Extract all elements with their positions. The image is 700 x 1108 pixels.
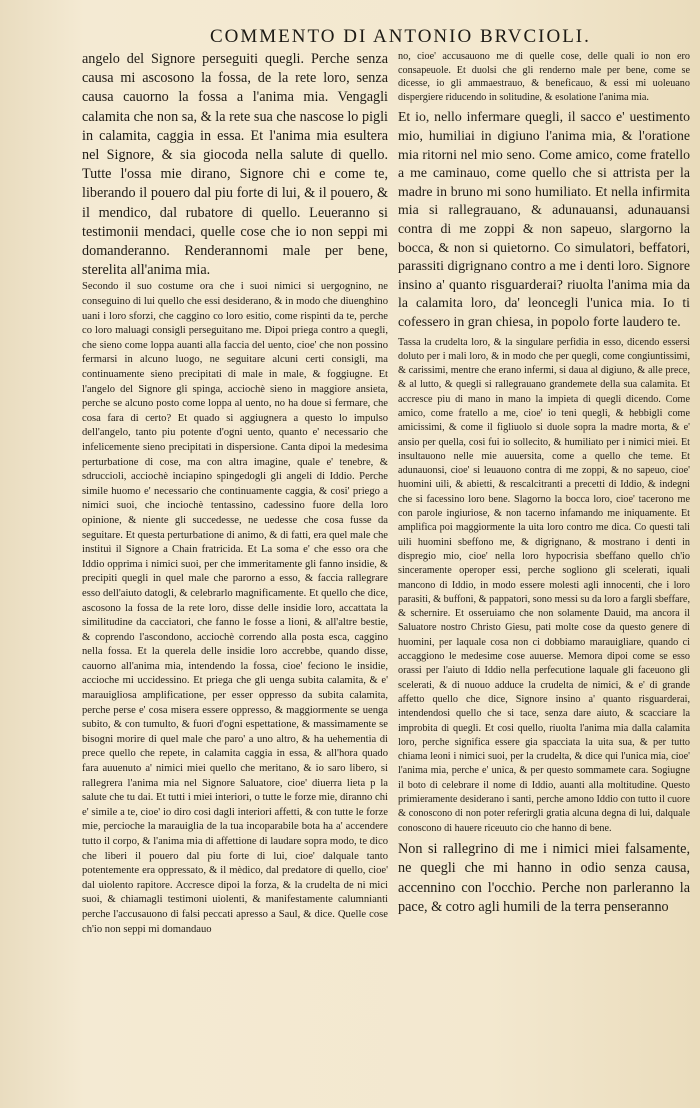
running-head: COMMENTO DI ANTONIO BRVCIOLI. — [210, 26, 591, 47]
scripture-passage-right-end: Non si rallegrino di me i nimici miei falsamente, ne quegli che mi hanno in odio senza causa, accennino con l'occhio. Perche non parleranno la pace, & cotro agli humili de la terra penseranno — [398, 840, 690, 916]
right-column — [398, 50, 690, 1050]
commentary-right: Tassa la crudelta loro, & la singulare perfidia in esso, dicendo essersi doluto per i mali loro, & in modo che per quegli, come congiuntissimi, & carissimi, mentre che erano infermi, si daua al digiuno, & alle prece, & al lutto, & quegli si rallegrauano grandemete della sua calamita. Et accresce piu di mano in mano la impieta di quegli dicendo. Come amico, come fratello a me, cioe' io teni quegli, & hebbigli come amicissimi, & come il figliuolo si duole sopra la madre morta, & e' ansio per quella, cosi fui io sollecito, & humiliato per i nimici miei. Et insultauono nelle mie auuersita, come a quello che teme. Et adunauonsi, cioe' si leuauono contra di me zoppi, & no sapeuo, cioe' huomini uili, & abietti, & rescalcitranti a precetti di Iddio, & indegni che si facessino loro bene. Slagorno la bocca loro, cioe' tacerono me con parole ingiuriose, & non tacerno infamando me iniquamente. Et amplifica poi maggiormente la uita loro contro me dica. Co questi tali uili huomini sbeffono me, & digrignano, & mostrano i denti in dispregio mio, cioe' nella loro hypocrisia sbeffano quello ch'io sinceramente operoper essi, perche sogliono gli scelerati, iquali mancono di Iddio, in modo essere molesti agli innocenti, che i loro parasiti, & buffoni, & pappatori, sono messi su da loro a fargli sbeffare, & schernire. Et osseruiamo che non solamente Dauid, ma ancora il Saluatore nostro Christo Giesu, pati molte cose da questo genere di huomini, per laquale cosa non ci dobbiamo marauigliare, quando ci accaggiono le medesime cose auuerse. Memora dipoi come se esso orassi per l'aiuto di Iddio nella perfecutione laquale gli faceuono gli scelerati, & di nuouo adduce la crudelta de nimici, & e' di grande affetto quello che dice, Signore insino a' quanto risguarderai, intendendosi quello che si tace, senza dare aiuto, & scacciare la improbita di quegli. Et cosi quello, riuolta l'anima mia dalla calamita loro, perche significa essere gia spacciata la uita sua, & per tutto chiama leoni i nimici suoi, per la crudelta, & dice qui l'unica mia, cioe' l'anima mia, perche e' unica, & per questo sommamete cara. Sogiugne il boto di celebrare il nome di Iddio, auanti alla moltitudine. Questo primieramente desiderano i santi, perche amono Iddio con tutto il cuore & conoscono di non poter referirgli gratia alcuna degna di lui, dalquale conoscono di hauere riceuuto cio che hanno di bene. — [398, 336, 690, 834]
commentary-right-top: no, cioe' accusauono me di quelle cose, delle quali io non ero consapeuole. Et duolsi che gli renderno male per bene, come se dicesse, io gli ammaestrauo, & beneficauo, & essi mi uoleuano dispergiere riducendo in solitudine, & esolatione l'anima mia. — [398, 51, 690, 103]
commentary-left: Secondo il suo costume ora che i suoi nimici si uergognino, ne conseguino di lui quello che essi desiderano, & in modo che diuenghino uani i loro sforzi, che caggino co loro esitio, come rispinti da te, perche co loro maluagi consigli perseguitano me. Dipoi priega contro a quegli, che sieno come loppa auanti alla faccia del uento, cioe' che non possino fermarsi in alcuno luogo, ne seguitare alcuni certi consigli, ma continuamente sieno precipitati di male in male, & foggiugne. Et l'angelo del Signore gli spinga, acciochè sieno in maggiore ansieta, perche se alcuno posto come loppa al uento, no ha doue si fermare, che cosa fara di certo? Et quado si aggiugnera a questo lo impulso dell'angelo, tanto piu potente d'ogni uento, quanto e' necessario che infelicemente sieno precipitati in dispersione. Canta dipoi la medesima perturbatione di cose, ma con altra imagine, quale e' tenebre, & sdruccioli, acciochè inciapino spingedogli gli angeli di Iddio. Perche simile huomo e' necessario che continuamente caggia, & cosi' priego a nimici suoi, che inciochè tentassino, cadessino fuore della loro opinione, & niente gli succedesse, ne uedesse che cosa fusse da seguitare. Et questa perturbatione di animo, & di fatti, era quel male che instituì il Signore a Chain fratricida. Et La soma e' che esso ora che Iddio opprima i nimici suoi, per che immeritamente gli fanno insidie, & precipiti quegli in quel male che parorno a esso, & faccia rallegrare esso dell'aiuto datogli, & celebrarlo magnificamente. Et quello che dice, ascosono la fossa de la rete loro, disse delle insidie loro, accattata la similitudine da cacciatori, che fanno le fosse a lioni, & all'altre bestie, & coprendo l'ascondono, acciochè correndo alla posta esca, caggino nella fossa. Et la querela delle insidie loro accrebbe, quando disse, cauorno all'anima mia, intendendo la fossa, cioe' feciono le insidie, accioche mi uccidessino. Et priega che gli uenga subita calamita, & e' marauigliosa amplificatione, per esser oppresso da subita calamita, perche perse e' cosa misera essere oppresso, & maggiormente se uenga subito, & con tumulto, & fuori d'ogni espettatione, & massimamente se bisogni morire di quel male che paro' a uno altro, & ha uehementia di prece quello che repete, in calamita caggia in essa, & all'hora quado fara auuenuto a' nimici miei quello che meritano, & io saro libero, si rallegrera l'anima mia nel Signore Saluatore, cioe' diuerra lieta p la salute che tu dai. Et tutti i miei interiori, o tutte le forze mie, diranno chi e' simile a te, cioe' io diro cosi dagli interiori affetti, & con tutte le forze mie, percioche la marauiglia de la tua incoparabile bota ha a' accendere tutto il corpo, & l'anima mia di affettione di laudare sopra modo, te dico che liberi il pouero dal piu forte di lui, cioe' dalquale tanto potentemente era oppressato, & il mèdico, dal predatore di quello, cioe' dal uiolento rapitore. Accresce dipoi la forza, & la crudelta de ni mici suoi, & chiamagli testimoni uiolenti, & manifestamente calumnianti perche l'accusauono di falsi peccati apresso a Saul, & dice. Quelle cose ch'io non seppi mi domandauo — [82, 281, 388, 935]
scripture-passage-right: Et io, nello infermare quegli, il sacco e' uestimento mio, humiliai in digiuno l'anima mia, & l'oratione mia ritorni nel mio seno. Come amico, come fratello a me caminauo, come quello che si attrista per la madre in bruno mi sono humiliato. Et nella infirmita mia si rallegrauano, & adunauansi, adunauansi contra di me zoppi & non sapeuo, slargorno la bocca, & non si quietorno. Co simulatori, beffatori, parassiti digrignano contro a me i denti loro. Signore insino a' quanto risguarderai? riuolta l'anima mia da la calamita loro, da' leoncegli l'unica mia. Io ti cofessero in gran chiesa, in popolo forte laudero te. — [398, 109, 690, 329]
scripture-passage-left: angelo del Signore perseguiti quegli. Perche senza causa mi ascosono la fossa, de la rete loro, senza causa cauorno la fossa a l'anima mia. Vengagli calamita che non sa, & la rete sua che nascose lo pigli in calamita, caggia in essa. Et l'anima mia esultera nel Signore, & sia giocoda nella salute di quello. Tutte l'ossa mie dirano, Signore chi e come te, liberando il pouero dal piu forte di lui, & il pouero, & il mendico, dal rubatore di quello. Leueranno si testimonii mendaci, quelle cose che io non seppi mi domanderanno. Renderannomi male per bene, sterelita all'anima mia. — [82, 51, 388, 279]
left-column — [82, 50, 388, 1060]
